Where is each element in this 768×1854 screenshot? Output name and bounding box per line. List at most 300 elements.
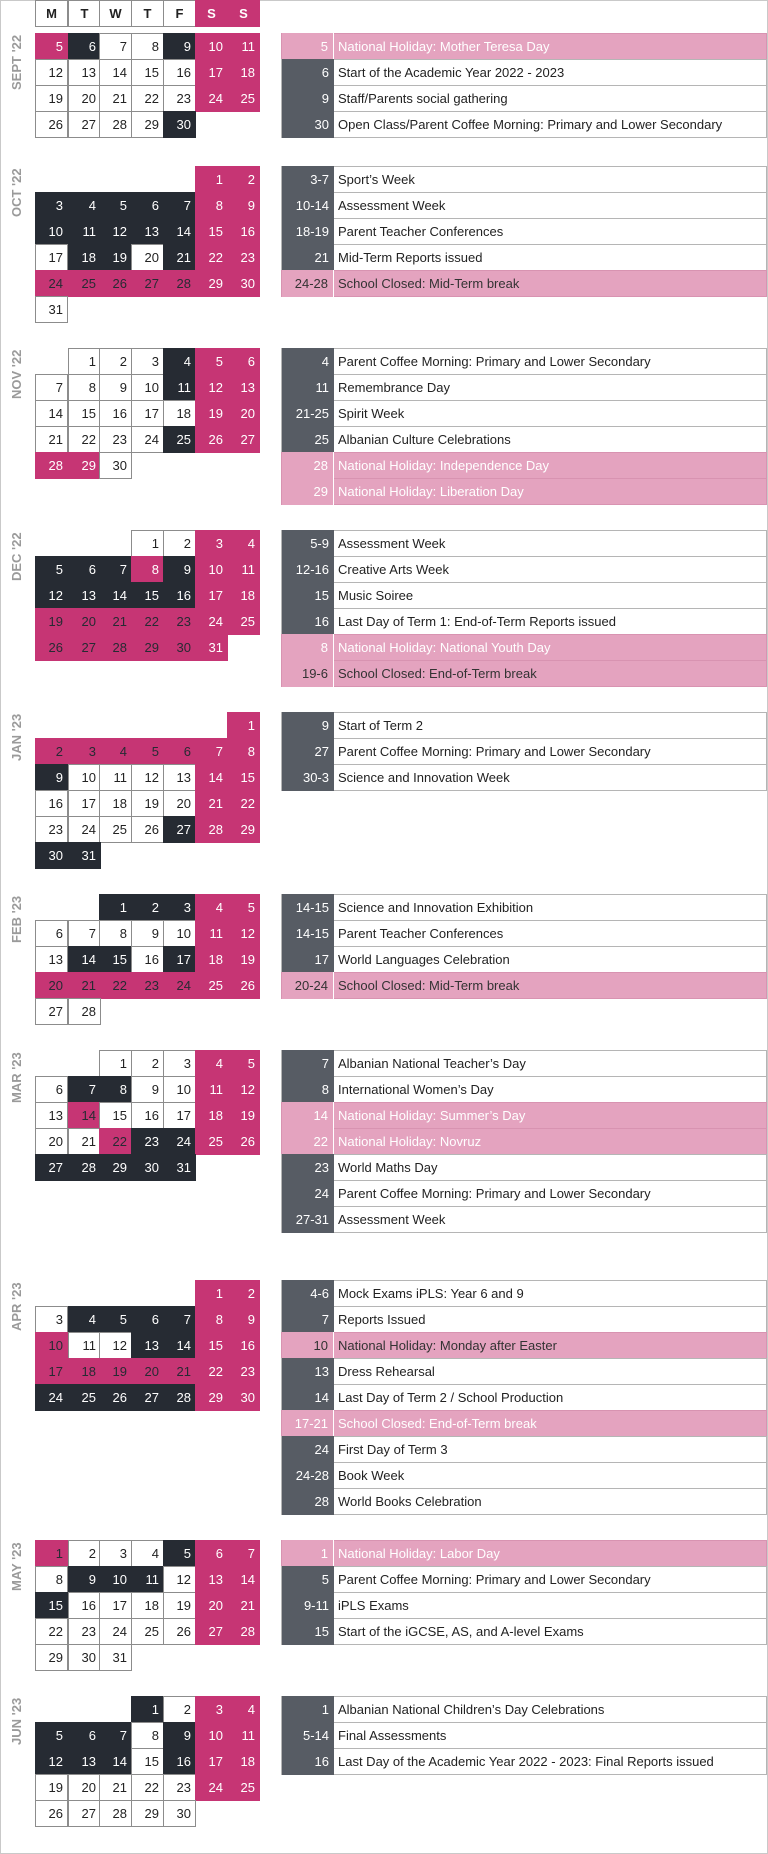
calendar-day[interactable]: 3 — [131, 348, 164, 375]
calendar-day[interactable]: 3 — [195, 530, 228, 557]
calendar-day[interactable]: 8 — [131, 556, 164, 583]
calendar-day[interactable]: 10 — [35, 1332, 68, 1359]
calendar-day[interactable]: 24 — [35, 1384, 68, 1411]
calendar-day[interactable]: 29 — [35, 1644, 68, 1671]
calendar-day[interactable]: 28 — [227, 1618, 260, 1645]
calendar-day[interactable]: 28 — [163, 1384, 196, 1411]
calendar-day[interactable]: 21 — [163, 244, 196, 271]
calendar-day[interactable]: 5 — [227, 894, 260, 921]
calendar-day[interactable]: 22 — [195, 244, 228, 271]
calendar-day[interactable]: 23 — [163, 608, 196, 635]
calendar-day[interactable]: 17 — [163, 1102, 196, 1129]
calendar-day[interactable]: 27 — [131, 270, 164, 297]
calendar-day[interactable]: 28 — [99, 634, 132, 661]
calendar-day[interactable]: 19 — [131, 790, 164, 817]
calendar-day[interactable]: 21 — [68, 972, 101, 999]
event-row[interactable] — [281, 192, 767, 219]
calendar-day[interactable]: 19 — [163, 1592, 196, 1619]
calendar-day[interactable]: 15 — [195, 218, 228, 245]
calendar-day[interactable]: 30 — [163, 111, 196, 138]
calendar-day[interactable]: 25 — [68, 1384, 101, 1411]
calendar-day[interactable]: 12 — [131, 764, 164, 791]
calendar-day[interactable]: 23 — [227, 244, 260, 271]
calendar-day[interactable]: 14 — [195, 764, 228, 791]
calendar-day[interactable]: 13 — [68, 582, 101, 609]
calendar-day[interactable]: 17 — [35, 244, 68, 271]
calendar-day[interactable]: 11 — [163, 374, 196, 401]
event-row[interactable] — [281, 33, 767, 60]
calendar-day[interactable]: 29 — [68, 452, 101, 479]
calendar-day[interactable]: 8 — [195, 192, 228, 219]
calendar-day[interactable]: 13 — [35, 1102, 68, 1129]
calendar-day[interactable]: 4 — [227, 530, 260, 557]
calendar-day[interactable]: 1 — [131, 1696, 164, 1723]
event-row[interactable] — [281, 634, 767, 661]
calendar-day[interactable]: 5 — [131, 738, 164, 765]
calendar-day[interactable]: 27 — [227, 426, 260, 453]
calendar-day[interactable]: 29 — [195, 270, 228, 297]
calendar-day[interactable]: 17 — [35, 1358, 68, 1385]
calendar-day[interactable]: 19 — [35, 1774, 68, 1801]
calendar-day[interactable]: 18 — [68, 1358, 101, 1385]
calendar-day[interactable]: 12 — [35, 1748, 68, 1775]
calendar-day[interactable]: 11 — [99, 764, 132, 791]
calendar-day[interactable]: 27 — [35, 998, 68, 1025]
calendar-day[interactable]: 8 — [227, 738, 260, 765]
event-row[interactable] — [281, 270, 767, 297]
calendar-day[interactable]: 25 — [68, 270, 101, 297]
calendar-day[interactable]: 12 — [99, 218, 132, 245]
calendar-day[interactable]: 18 — [227, 59, 260, 86]
calendar-day[interactable]: 1 — [131, 530, 164, 557]
calendar-day[interactable]: 25 — [195, 1128, 228, 1155]
event-row[interactable] — [281, 712, 767, 739]
event-row[interactable] — [281, 400, 767, 427]
calendar-day[interactable]: 26 — [227, 1128, 260, 1155]
calendar-day[interactable]: 7 — [68, 920, 101, 947]
calendar-day[interactable]: 26 — [163, 1618, 196, 1645]
calendar-day[interactable]: 7 — [163, 192, 196, 219]
calendar-day[interactable]: 26 — [99, 1384, 132, 1411]
calendar-day[interactable]: 15 — [99, 1102, 132, 1129]
calendar-day[interactable]: 19 — [227, 1102, 260, 1129]
calendar-day[interactable]: 18 — [163, 400, 196, 427]
calendar-day[interactable]: 24 — [163, 972, 196, 999]
event-row[interactable] — [281, 1358, 767, 1385]
calendar-day[interactable]: 21 — [99, 1774, 132, 1801]
calendar-day[interactable]: 17 — [195, 1748, 228, 1775]
calendar-day[interactable]: 25 — [227, 608, 260, 635]
calendar-day[interactable]: 20 — [68, 608, 101, 635]
calendar-day[interactable]: 2 — [131, 1050, 164, 1077]
calendar-day[interactable]: 19 — [99, 1358, 132, 1385]
calendar-day[interactable]: 18 — [99, 790, 132, 817]
calendar-day[interactable]: 12 — [35, 582, 68, 609]
calendar-day[interactable]: 11 — [227, 1722, 260, 1749]
calendar-day[interactable]: 26 — [35, 634, 68, 661]
calendar-day[interactable]: 7 — [227, 1540, 260, 1567]
calendar-day[interactable]: 29 — [131, 1800, 164, 1827]
calendar-day[interactable]: 10 — [99, 1566, 132, 1593]
calendar-day[interactable]: 30 — [35, 842, 68, 869]
event-row[interactable] — [281, 1206, 767, 1233]
calendar-day[interactable]: 15 — [227, 764, 260, 791]
calendar-day[interactable]: 20 — [131, 244, 164, 271]
calendar-day[interactable]: 14 — [163, 1332, 196, 1359]
calendar-day[interactable]: 11 — [68, 218, 101, 245]
event-row[interactable] — [281, 1436, 767, 1463]
calendar-day[interactable]: 10 — [195, 33, 228, 60]
calendar-day[interactable]: 26 — [195, 426, 228, 453]
calendar-day[interactable]: 28 — [68, 1154, 101, 1181]
calendar-day[interactable]: 21 — [35, 426, 68, 453]
calendar-day[interactable]: 30 — [227, 270, 260, 297]
calendar-day[interactable]: 8 — [68, 374, 101, 401]
calendar-day[interactable]: 5 — [163, 1540, 196, 1567]
calendar-day[interactable]: 13 — [68, 1748, 101, 1775]
calendar-day[interactable]: 7 — [68, 1076, 101, 1103]
event-row[interactable] — [281, 1180, 767, 1207]
calendar-day[interactable]: 31 — [195, 634, 228, 661]
calendar-day[interactable]: 24 — [163, 1128, 196, 1155]
calendar-day[interactable]: 13 — [163, 764, 196, 791]
calendar-day[interactable]: 5 — [195, 348, 228, 375]
calendar-day[interactable]: 28 — [99, 1800, 132, 1827]
calendar-day[interactable]: 26 — [131, 816, 164, 843]
calendar-day[interactable]: 13 — [131, 1332, 164, 1359]
calendar-day[interactable]: 12 — [163, 1566, 196, 1593]
calendar-day[interactable]: 15 — [195, 1332, 228, 1359]
calendar-day[interactable]: 5 — [35, 33, 68, 60]
calendar-day[interactable]: 2 — [35, 738, 68, 765]
calendar-day[interactable]: 22 — [131, 608, 164, 635]
calendar-day[interactable]: 10 — [163, 920, 196, 947]
calendar-day[interactable]: 16 — [163, 582, 196, 609]
event-row[interactable] — [281, 1050, 767, 1077]
calendar-day[interactable]: 23 — [99, 426, 132, 453]
event-row[interactable] — [281, 218, 767, 245]
calendar-day[interactable]: 29 — [227, 816, 260, 843]
calendar-day[interactable]: 21 — [163, 1358, 196, 1385]
calendar-day[interactable]: 23 — [163, 1774, 196, 1801]
calendar-day[interactable]: 20 — [68, 85, 101, 112]
calendar-day[interactable]: 14 — [227, 1566, 260, 1593]
calendar-day[interactable]: 1 — [68, 348, 101, 375]
calendar-day[interactable]: 20 — [68, 1774, 101, 1801]
calendar-day[interactable]: 16 — [99, 400, 132, 427]
calendar-day[interactable]: 11 — [68, 1332, 101, 1359]
calendar-day[interactable]: 15 — [131, 582, 164, 609]
event-row[interactable] — [281, 452, 767, 479]
calendar-day[interactable]: 26 — [35, 1800, 68, 1827]
calendar-day[interactable]: 28 — [163, 270, 196, 297]
calendar-day[interactable]: 17 — [68, 790, 101, 817]
calendar-day[interactable]: 12 — [99, 1332, 132, 1359]
calendar-day[interactable]: 24 — [68, 816, 101, 843]
calendar-day[interactable]: 20 — [195, 1592, 228, 1619]
calendar-day[interactable]: 23 — [227, 1358, 260, 1385]
calendar-day[interactable]: 16 — [35, 790, 68, 817]
calendar-day[interactable]: 17 — [195, 582, 228, 609]
calendar-day[interactable]: 4 — [163, 348, 196, 375]
calendar-day[interactable]: 21 — [195, 790, 228, 817]
calendar-day[interactable]: 16 — [163, 59, 196, 86]
calendar-day[interactable]: 17 — [99, 1592, 132, 1619]
calendar-day[interactable]: 4 — [195, 894, 228, 921]
event-row[interactable] — [281, 1540, 767, 1567]
event-row[interactable] — [281, 1128, 767, 1155]
calendar-day[interactable]: 29 — [195, 1384, 228, 1411]
calendar-day[interactable]: 22 — [68, 426, 101, 453]
calendar-day[interactable]: 18 — [131, 1592, 164, 1619]
event-row[interactable] — [281, 582, 767, 609]
calendar-day[interactable]: 13 — [195, 1566, 228, 1593]
calendar-day[interactable]: 4 — [99, 738, 132, 765]
calendar-day[interactable]: 10 — [195, 1722, 228, 1749]
calendar-day[interactable]: 29 — [131, 634, 164, 661]
event-row[interactable] — [281, 764, 767, 791]
calendar-day[interactable]: 27 — [68, 634, 101, 661]
calendar-day[interactable]: 22 — [131, 1774, 164, 1801]
event-row[interactable] — [281, 556, 767, 583]
calendar-day[interactable]: 19 — [35, 85, 68, 112]
calendar-day[interactable]: 20 — [35, 972, 68, 999]
calendar-day[interactable]: 22 — [35, 1618, 68, 1645]
event-row[interactable] — [281, 426, 767, 453]
event-row[interactable] — [281, 166, 767, 193]
calendar-day[interactable]: 14 — [99, 582, 132, 609]
calendar-day[interactable]: 22 — [227, 790, 260, 817]
calendar-day[interactable]: 8 — [131, 1722, 164, 1749]
calendar-day[interactable]: 7 — [35, 374, 68, 401]
calendar-day[interactable]: 6 — [68, 556, 101, 583]
calendar-day[interactable]: 4 — [68, 192, 101, 219]
calendar-day[interactable]: 23 — [131, 972, 164, 999]
calendar-day[interactable]: 16 — [131, 946, 164, 973]
calendar-day[interactable]: 10 — [131, 374, 164, 401]
calendar-day[interactable]: 27 — [131, 1384, 164, 1411]
calendar-day[interactable]: 14 — [35, 400, 68, 427]
calendar-day[interactable]: 13 — [68, 59, 101, 86]
event-row[interactable] — [281, 1154, 767, 1181]
calendar-day[interactable]: 31 — [99, 1644, 132, 1671]
calendar-day[interactable]: 9 — [163, 33, 196, 60]
event-row[interactable] — [281, 1488, 767, 1515]
calendar-day[interactable]: 6 — [35, 920, 68, 947]
event-row[interactable] — [281, 59, 767, 86]
calendar-day[interactable]: 20 — [35, 1128, 68, 1155]
event-row[interactable] — [281, 374, 767, 401]
calendar-day[interactable]: 18 — [227, 1748, 260, 1775]
event-row[interactable] — [281, 478, 767, 505]
calendar-day[interactable]: 4 — [195, 1050, 228, 1077]
calendar-day[interactable]: 10 — [35, 218, 68, 245]
calendar-day[interactable]: 8 — [195, 1306, 228, 1333]
calendar-day[interactable]: 27 — [68, 111, 101, 138]
calendar-day[interactable]: 30 — [163, 1800, 196, 1827]
calendar-day[interactable]: 9 — [163, 1722, 196, 1749]
calendar-day[interactable]: 13 — [35, 946, 68, 973]
calendar-day[interactable]: 23 — [68, 1618, 101, 1645]
calendar-day[interactable]: 13 — [131, 218, 164, 245]
calendar-day[interactable]: 15 — [131, 59, 164, 86]
event-row[interactable] — [281, 608, 767, 635]
calendar-day[interactable]: 29 — [131, 111, 164, 138]
calendar-day[interactable]: 18 — [227, 582, 260, 609]
calendar-day[interactable]: 25 — [163, 426, 196, 453]
calendar-day[interactable]: 10 — [163, 1076, 196, 1103]
calendar-day[interactable]: 22 — [99, 1128, 132, 1155]
calendar-day[interactable]: 6 — [195, 1540, 228, 1567]
calendar-day[interactable]: 9 — [227, 1306, 260, 1333]
calendar-day[interactable]: 6 — [68, 1722, 101, 1749]
calendar-day[interactable]: 9 — [227, 192, 260, 219]
calendar-day[interactable]: 17 — [195, 59, 228, 86]
calendar-day[interactable]: 3 — [195, 1696, 228, 1723]
calendar-day[interactable]: 18 — [195, 1102, 228, 1129]
calendar-day[interactable]: 2 — [131, 894, 164, 921]
calendar-day[interactable]: 10 — [68, 764, 101, 791]
calendar-day[interactable]: 11 — [131, 1566, 164, 1593]
calendar-day[interactable]: 12 — [195, 374, 228, 401]
calendar-day[interactable]: 26 — [227, 972, 260, 999]
calendar-day[interactable]: 1 — [195, 1280, 228, 1307]
calendar-day[interactable]: 15 — [99, 946, 132, 973]
calendar-day[interactable]: 28 — [99, 111, 132, 138]
calendar-day[interactable]: 6 — [131, 1306, 164, 1333]
calendar-day[interactable]: 9 — [35, 764, 68, 791]
calendar-day[interactable]: 15 — [68, 400, 101, 427]
calendar-day[interactable]: 23 — [35, 816, 68, 843]
calendar-day[interactable]: 30 — [131, 1154, 164, 1181]
event-row[interactable] — [281, 1748, 767, 1775]
calendar-day[interactable]: 18 — [195, 946, 228, 973]
calendar-day[interactable]: 24 — [99, 1618, 132, 1645]
calendar-day[interactable]: 2 — [68, 1540, 101, 1567]
event-row[interactable] — [281, 1410, 767, 1437]
calendar-day[interactable]: 24 — [195, 608, 228, 635]
calendar-day[interactable]: 30 — [163, 634, 196, 661]
event-row[interactable] — [281, 1566, 767, 1593]
event-row[interactable] — [281, 1306, 767, 1333]
calendar-day[interactable]: 17 — [163, 946, 196, 973]
calendar-day[interactable]: 15 — [35, 1592, 68, 1619]
calendar-day[interactable]: 8 — [99, 1076, 132, 1103]
calendar-day[interactable]: 11 — [195, 920, 228, 947]
event-row[interactable] — [281, 920, 767, 947]
calendar-day[interactable]: 1 — [35, 1540, 68, 1567]
calendar-day[interactable]: 5 — [227, 1050, 260, 1077]
calendar-day[interactable]: 16 — [227, 218, 260, 245]
calendar-day[interactable]: 4 — [131, 1540, 164, 1567]
calendar-day[interactable]: 28 — [195, 816, 228, 843]
calendar-day[interactable]: 16 — [163, 1748, 196, 1775]
calendar-day[interactable]: 12 — [227, 1076, 260, 1103]
calendar-day[interactable]: 6 — [35, 1076, 68, 1103]
calendar-day[interactable]: 25 — [227, 85, 260, 112]
calendar-day[interactable]: 12 — [35, 59, 68, 86]
calendar-day[interactable]: 29 — [99, 1154, 132, 1181]
calendar-day[interactable]: 23 — [163, 85, 196, 112]
calendar-day[interactable]: 20 — [227, 400, 260, 427]
calendar-day[interactable]: 12 — [227, 920, 260, 947]
event-row[interactable] — [281, 1384, 767, 1411]
calendar-day[interactable]: 19 — [227, 946, 260, 973]
event-row[interactable] — [281, 660, 767, 687]
calendar-day[interactable]: 14 — [99, 59, 132, 86]
calendar-day[interactable]: 1 — [195, 166, 228, 193]
calendar-day[interactable]: 5 — [99, 1306, 132, 1333]
calendar-day[interactable]: 17 — [131, 400, 164, 427]
calendar-day[interactable]: 19 — [195, 400, 228, 427]
event-row[interactable] — [281, 1696, 767, 1723]
calendar-day[interactable]: 25 — [99, 816, 132, 843]
event-row[interactable] — [281, 244, 767, 271]
calendar-day[interactable]: 9 — [131, 920, 164, 947]
calendar-day[interactable]: 7 — [99, 556, 132, 583]
calendar-day[interactable]: 1 — [99, 1050, 132, 1077]
calendar-day[interactable]: 16 — [131, 1102, 164, 1129]
calendar-day[interactable]: 2 — [99, 348, 132, 375]
calendar-day[interactable]: 10 — [195, 556, 228, 583]
calendar-day[interactable]: 20 — [163, 790, 196, 817]
calendar-day[interactable]: 6 — [68, 33, 101, 60]
event-row[interactable] — [281, 348, 767, 375]
calendar-day[interactable]: 5 — [99, 192, 132, 219]
calendar-day[interactable]: 22 — [131, 85, 164, 112]
event-row[interactable] — [281, 1462, 767, 1489]
calendar-day[interactable]: 31 — [35, 296, 68, 323]
calendar-day[interactable]: 2 — [163, 530, 196, 557]
calendar-day[interactable]: 9 — [131, 1076, 164, 1103]
calendar-day[interactable]: 4 — [227, 1696, 260, 1723]
event-row[interactable] — [281, 738, 767, 765]
calendar-day[interactable]: 14 — [68, 946, 101, 973]
calendar-day[interactable]: 2 — [163, 1696, 196, 1723]
calendar-day[interactable]: 19 — [99, 244, 132, 271]
calendar-day[interactable]: 28 — [35, 452, 68, 479]
calendar-day[interactable]: 2 — [227, 166, 260, 193]
calendar-day[interactable]: 6 — [131, 192, 164, 219]
calendar-day[interactable]: 27 — [68, 1800, 101, 1827]
calendar-day[interactable]: 14 — [99, 1748, 132, 1775]
calendar-day[interactable]: 7 — [195, 738, 228, 765]
calendar-day[interactable]: 21 — [99, 608, 132, 635]
calendar-day[interactable]: 3 — [35, 192, 68, 219]
event-row[interactable] — [281, 1592, 767, 1619]
calendar-day[interactable]: 9 — [99, 374, 132, 401]
calendar-day[interactable]: 3 — [163, 894, 196, 921]
calendar-day[interactable]: 30 — [227, 1384, 260, 1411]
calendar-day[interactable]: 11 — [227, 556, 260, 583]
calendar-day[interactable]: 18 — [68, 244, 101, 271]
event-row[interactable] — [281, 946, 767, 973]
calendar-day[interactable]: 14 — [68, 1102, 101, 1129]
calendar-day[interactable]: 24 — [195, 85, 228, 112]
calendar-day[interactable]: 3 — [163, 1050, 196, 1077]
event-row[interactable] — [281, 530, 767, 557]
calendar-day[interactable]: 11 — [227, 33, 260, 60]
calendar-day[interactable]: 26 — [99, 270, 132, 297]
calendar-day[interactable]: 14 — [163, 218, 196, 245]
calendar-day[interactable]: 4 — [68, 1306, 101, 1333]
calendar-day[interactable]: 15 — [131, 1748, 164, 1775]
calendar-day[interactable]: 22 — [99, 972, 132, 999]
calendar-day[interactable]: 9 — [68, 1566, 101, 1593]
calendar-day[interactable]: 3 — [68, 738, 101, 765]
event-row[interactable] — [281, 1722, 767, 1749]
calendar-day[interactable]: 24 — [131, 426, 164, 453]
